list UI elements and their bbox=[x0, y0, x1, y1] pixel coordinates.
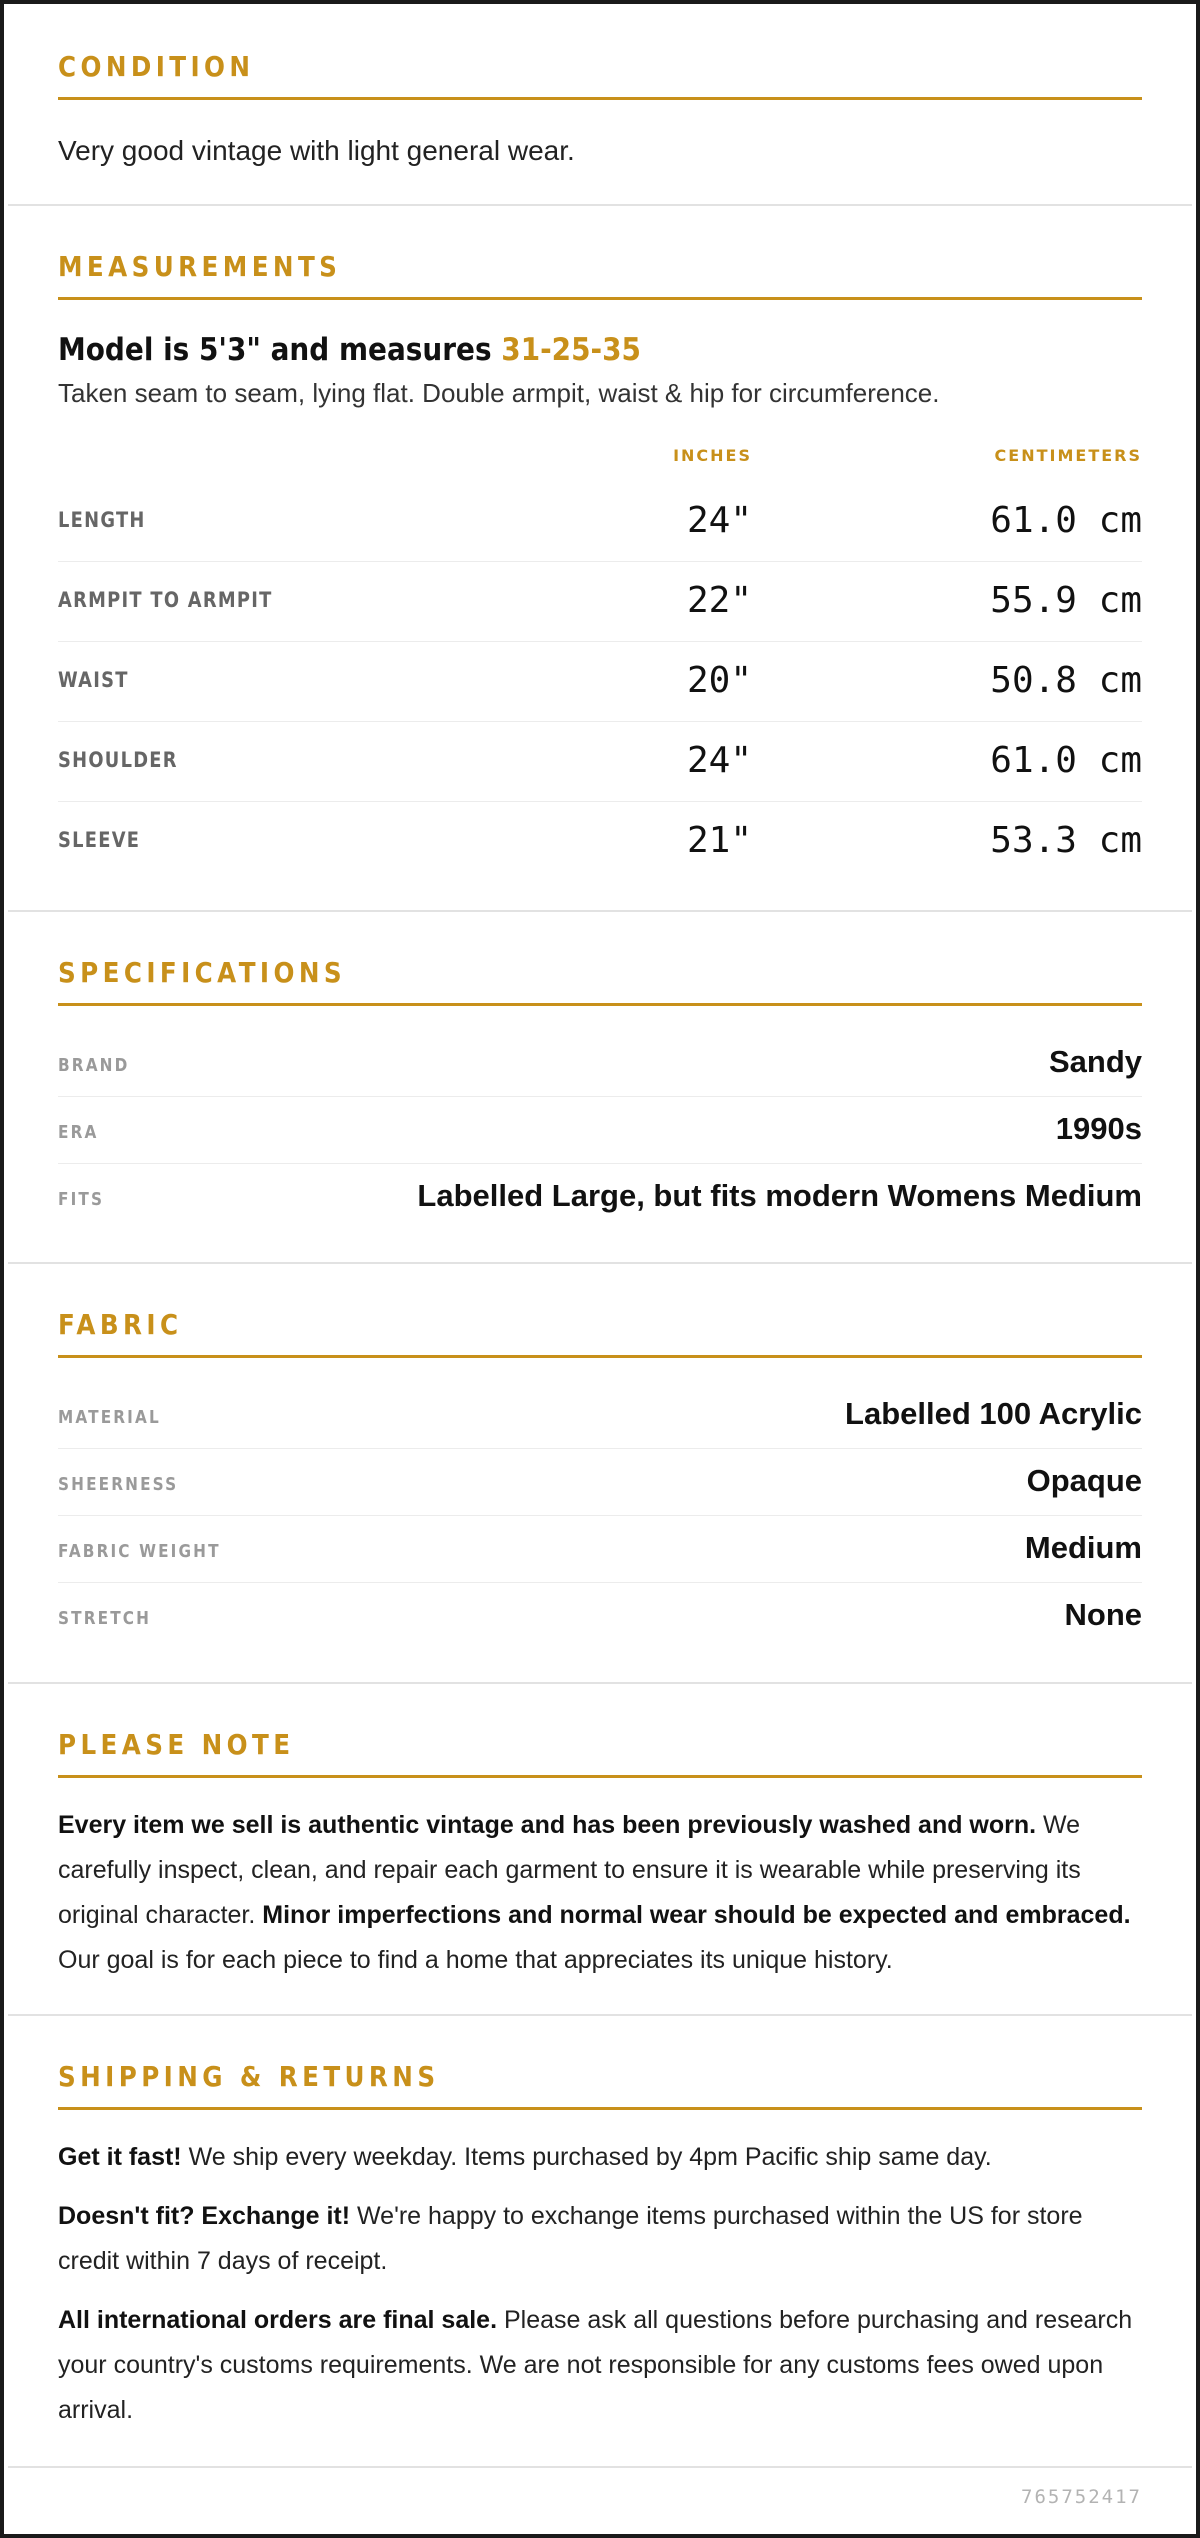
measurements-header bbox=[58, 250, 1142, 300]
measurements-subtitle: Taken seam to seam, lying flat. Double armpit, waist & hip for circumference. bbox=[58, 378, 940, 408]
condition-title: CONDITION bbox=[58, 50, 255, 83]
spec-value: Sandy bbox=[1048, 1044, 1142, 1079]
shipping-paragraph-fast bbox=[58, 2135, 1142, 2180]
measurement-row bbox=[58, 482, 1142, 562]
measurement-cm: 61.0 cm bbox=[990, 740, 1142, 781]
spec-row-brand bbox=[58, 1030, 1142, 1097]
spec-label: BRAND bbox=[58, 1055, 130, 1076]
sku-number: 765752417 bbox=[1021, 2486, 1142, 2508]
shipping-paragraph-international bbox=[58, 2298, 1142, 2433]
shipping-international-bold: All international orders are final sale. bbox=[58, 2306, 498, 2334]
shipping-section bbox=[8, 2016, 1192, 2468]
condition-header bbox=[58, 50, 1142, 100]
measurement-row bbox=[58, 802, 1142, 882]
spec-label: ERA bbox=[58, 1122, 99, 1143]
spec-label: FITS bbox=[58, 1189, 105, 1210]
measurement-inches: 24" bbox=[686, 740, 752, 781]
condition-section bbox=[8, 4, 1192, 206]
please-note-text bbox=[58, 1803, 1142, 1983]
measurement-label: WAIST bbox=[58, 668, 129, 692]
fabric-label: MATERIAL bbox=[58, 1407, 161, 1428]
shipping-fast-bold: Get it fast! bbox=[58, 2143, 182, 2171]
measurement-inches: 21" bbox=[686, 820, 752, 861]
fabric-header bbox=[58, 1308, 1142, 1358]
specifications-section bbox=[8, 912, 1192, 1264]
please-note-section bbox=[8, 1684, 1192, 2016]
shipping-title: SHIPPING & RETURNS bbox=[58, 2060, 440, 2093]
measurement-cm: 53.3 cm bbox=[990, 820, 1142, 861]
fabric-label: FABRIC WEIGHT bbox=[58, 1541, 221, 1562]
please-note-title: PLEASE NOTE bbox=[58, 1728, 295, 1761]
shipping-fast-text: We ship every weekday. Items purchased by 4pm Pacific ship same day. bbox=[181, 2143, 992, 2171]
model-info-prefix: Model is 5'3" and measures bbox=[58, 332, 502, 368]
fabric-row-sheerness bbox=[58, 1449, 1142, 1516]
measurement-label: SLEEVE bbox=[58, 828, 141, 852]
spec-row-fits bbox=[58, 1164, 1142, 1231]
measurements-title: MEASUREMENTS bbox=[58, 250, 342, 283]
please-note-bold-1: Every item we sell is authentic vintage and has been previously washed and worn. bbox=[58, 1811, 1037, 1839]
fabric-row-weight bbox=[58, 1516, 1142, 1583]
shipping-paragraph-exchange bbox=[58, 2194, 1142, 2284]
centimeters-column-header: CENTIMETERS bbox=[994, 446, 1142, 465]
specifications-header bbox=[58, 956, 1142, 1006]
fabric-row-stretch bbox=[58, 1583, 1142, 1650]
spec-value: Labelled Large, but fits modern Womens Medium bbox=[417, 1178, 1142, 1213]
please-note-header bbox=[58, 1728, 1142, 1778]
please-note-text-1: We carefully inspect, clean, and repair each garment to ensure it is wearable while preserving its original character. bbox=[58, 1811, 1081, 1929]
fabric-title: FABRIC bbox=[58, 1308, 183, 1341]
shipping-header bbox=[58, 2060, 1142, 2110]
measurement-inches: 24" bbox=[686, 500, 752, 541]
shipping-exchange-text: We're happy to exchange items purchased within the US for store credit within 7 days of receipt. bbox=[58, 2202, 1083, 2275]
inches-column-header: INCHES bbox=[673, 446, 752, 465]
measurements-section bbox=[8, 206, 1192, 912]
measurement-row bbox=[58, 642, 1142, 722]
measurement-cm: 61.0 cm bbox=[990, 500, 1142, 541]
spec-value: 1990s bbox=[1055, 1111, 1142, 1146]
measurement-inches: 22" bbox=[686, 580, 752, 621]
measurement-cm: 55.9 cm bbox=[990, 580, 1142, 621]
measurement-label: SHOULDER bbox=[58, 748, 178, 772]
model-measures: 31-25-35 bbox=[501, 332, 641, 368]
model-info bbox=[58, 332, 641, 368]
fabric-value: Labelled 100 Acrylic bbox=[845, 1396, 1142, 1431]
measurement-label: ARMPIT TO ARMPIT bbox=[58, 588, 273, 612]
fabric-row-material bbox=[58, 1382, 1142, 1449]
shipping-international-text: Please ask all questions before purchasing and research your country's customs requirements. We are not responsible for any customs fees owed upon arrival. bbox=[58, 2306, 1133, 2424]
fabric-value: Opaque bbox=[1026, 1463, 1142, 1498]
fabric-label: STRETCH bbox=[58, 1608, 152, 1629]
fabric-value: None bbox=[1064, 1597, 1142, 1632]
fabric-section bbox=[8, 1264, 1192, 1684]
fabric-label: SHEERNESS bbox=[58, 1474, 179, 1495]
please-note-text-2: Our goal is for each piece to find a home that appreciates its unique history. bbox=[58, 1946, 893, 1974]
condition-text: Very good vintage with light general wear. bbox=[58, 135, 575, 166]
shipping-exchange-bold: Doesn't fit? Exchange it! bbox=[58, 2202, 351, 2230]
spec-row-era bbox=[58, 1097, 1142, 1164]
measurement-inches: 20" bbox=[686, 660, 752, 701]
please-note-bold-2: Minor imperfections and normal wear should be expected and embraced. bbox=[262, 1901, 1131, 1929]
measurement-label: LENGTH bbox=[58, 508, 146, 532]
fabric-value: Medium bbox=[1024, 1530, 1142, 1565]
specifications-title: SPECIFICATIONS bbox=[58, 956, 347, 989]
measurement-row bbox=[58, 722, 1142, 802]
measurement-row bbox=[58, 562, 1142, 642]
measurement-cm: 50.8 cm bbox=[990, 660, 1142, 701]
